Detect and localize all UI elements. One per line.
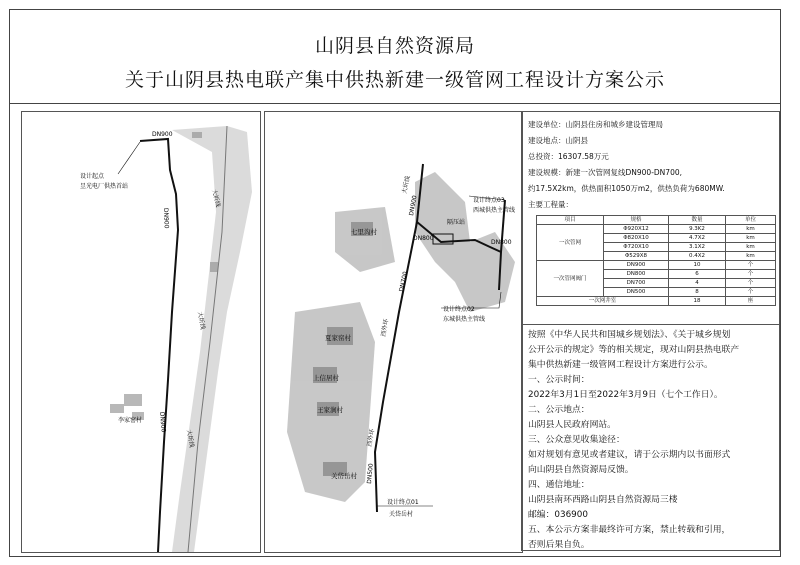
scale-text-1: 建设规模：新建一次管网复线DN900-DN700, xyxy=(528,168,682,177)
project-info xyxy=(522,112,779,325)
village-guanfan: 关岱岳村 xyxy=(331,472,357,480)
pipe-label-dn800-east: DN800 xyxy=(491,239,512,246)
road-label-xiwai-1: 西外环 xyxy=(380,318,391,338)
map-left-svg xyxy=(22,112,260,552)
pipe-route xyxy=(140,139,178,552)
village-guanfan-2: 关岱岳村 xyxy=(389,511,414,518)
notice-line: 否则后果自负。 xyxy=(528,540,590,550)
table-cell: 4 xyxy=(669,279,726,288)
table-cell: 9.3K2 xyxy=(669,225,726,234)
pipe-label-dn500: DN500 xyxy=(366,463,375,485)
page-title: 山阴县自然资源局 xyxy=(314,35,475,57)
table-row xyxy=(537,225,776,234)
table-cell: Φ529X8 xyxy=(604,252,669,261)
pipe-label-dn700: DN700 xyxy=(398,270,410,293)
road-label-3: 大圻线 xyxy=(185,429,196,449)
road-label-top: 大圻线 xyxy=(401,175,412,195)
section-heading: 一、公示时间： xyxy=(528,375,590,385)
pipe-label-low: DN900 xyxy=(158,411,167,433)
village-qili: 七里沟村 xyxy=(351,228,377,236)
notice-line: 按照《中华人民共和国城乡规划法》、《关于城乡规划 xyxy=(528,330,731,340)
notice-line: 邮编：036900 xyxy=(528,510,588,520)
notice-line: 山阴县人民政府网站。 xyxy=(528,420,616,430)
table-cell: DN800 xyxy=(604,270,669,279)
start-label-station: 昱光电厂供热首站 xyxy=(80,183,129,190)
table-cell: Φ720X10 xyxy=(604,243,669,252)
terrain-texture xyxy=(287,172,515,502)
map-right-panel xyxy=(264,111,523,553)
table-cell: Φ920X12 xyxy=(604,225,669,234)
notice-line: 向山阴县自然资源局反馈。 xyxy=(528,465,634,475)
map-left-panel xyxy=(21,111,261,553)
table-cell: DN500 xyxy=(604,288,669,297)
leader-line xyxy=(118,142,140,174)
table-cell: 4.7X2 xyxy=(669,234,726,243)
table-cell: 0.4X2 xyxy=(669,252,726,261)
notice-line: 公开公示的规定》等的相关规定，现对山阴县热电联产 xyxy=(528,345,740,355)
village-xiajia: 夏家窑村 xyxy=(325,334,351,342)
end-label-01: 设计终点01 xyxy=(387,499,419,506)
table-cell: km xyxy=(726,252,776,261)
table-cell: DN900 xyxy=(604,261,669,270)
quantities-heading: 主要工程量： xyxy=(528,200,573,209)
notice-line: 2022年3月1日至2022年3月9日（七个工作日）。 xyxy=(528,390,723,400)
table-cell: 个 xyxy=(726,270,776,279)
road-label-xiwai-2: 西外环 xyxy=(366,428,377,448)
section-heading: 四、通信地址： xyxy=(528,480,590,490)
table-cell: km xyxy=(726,234,776,243)
road-label-2: 大圻线 xyxy=(196,311,207,331)
table-cell-group: 一次管网 xyxy=(537,225,604,261)
end-label-02: 设计终点02 xyxy=(443,306,475,313)
builder-text: 建设单位：山阴县住房和城乡建设管理局 xyxy=(528,120,663,129)
pipe-label-dn900: DN900 xyxy=(408,194,419,217)
east-trunk-label: 东城供热主管线 xyxy=(443,316,486,323)
quantities-table xyxy=(536,215,776,306)
table-cell: 个 xyxy=(726,279,776,288)
section-heading: 三、公众意见收集途径： xyxy=(528,435,625,445)
pipe-label-mid: DN900 xyxy=(162,207,170,229)
table-cell: 个 xyxy=(726,288,776,297)
table-cell: 座 xyxy=(726,297,776,306)
scale-text-2: 约17.5X2km，供热面积1050万m2，供热负荷为680MW. xyxy=(528,184,725,193)
map-right-svg xyxy=(265,112,522,552)
table-cell: 8 xyxy=(669,288,726,297)
table-cell: Φ820X10 xyxy=(604,234,669,243)
start-label: 设计起点 xyxy=(80,173,105,180)
notice-frame xyxy=(9,9,781,557)
table-cell: 个 xyxy=(726,261,776,270)
page-subtitle: 关于山阴县热电联产集中供热新建一级管网工程设计方案公示 xyxy=(124,69,665,91)
pipe-label-top: DN900 xyxy=(152,131,173,138)
table-cell: 一次网井室 xyxy=(537,297,669,306)
table-cell: 10 xyxy=(669,261,726,270)
table-header: 单位 xyxy=(726,216,776,225)
table-cell: km xyxy=(726,225,776,234)
road-label-1: 大圻线 xyxy=(210,188,222,208)
table-cell: 18 xyxy=(669,297,726,306)
village-shangxin: 上信居村 xyxy=(313,374,339,382)
notice-line: 如对规划有意见或者建议，请于公示期内以书面形式 xyxy=(528,450,731,460)
location-text: 建设地点：山阴县 xyxy=(528,136,588,145)
table-cell: 3.1X2 xyxy=(669,243,726,252)
table-cell: DN700 xyxy=(604,279,669,288)
table-header: 数量 xyxy=(669,216,726,225)
table-cell-group: 一次管网阀门 xyxy=(537,261,604,297)
table-row xyxy=(537,297,776,306)
west-trunk-label: 西城供热主管线 xyxy=(473,207,516,214)
table-cell: 6 xyxy=(669,270,726,279)
pipe-label-dn800: DN800 xyxy=(413,235,434,242)
station-label: 隔压站 xyxy=(447,219,466,226)
info-panel xyxy=(521,111,780,551)
notice-line: 五、本公示方案非最终许可方案，禁止转载和引用， xyxy=(528,525,731,535)
investment-text: 总投资：16307.58万元 xyxy=(528,152,609,161)
section-heading: 二、公示地点： xyxy=(528,405,590,415)
header xyxy=(10,10,780,104)
notice-line: 山阴县南环西路山阴县自然资源局三楼 xyxy=(528,495,678,505)
table-header: 项目 xyxy=(537,216,604,225)
table-cell: km xyxy=(726,243,776,252)
table-header-row xyxy=(537,216,776,225)
village-lijia: 李家窑村 xyxy=(118,417,143,424)
notice-line: 集中供热新建一级管网工程设计方案进行公示。 xyxy=(528,360,713,370)
village-wangjia: 王家涧村 xyxy=(317,406,343,414)
end-label-03: 设计终点03 xyxy=(473,197,505,204)
table-header: 规格 xyxy=(604,216,669,225)
table-row xyxy=(537,261,776,270)
